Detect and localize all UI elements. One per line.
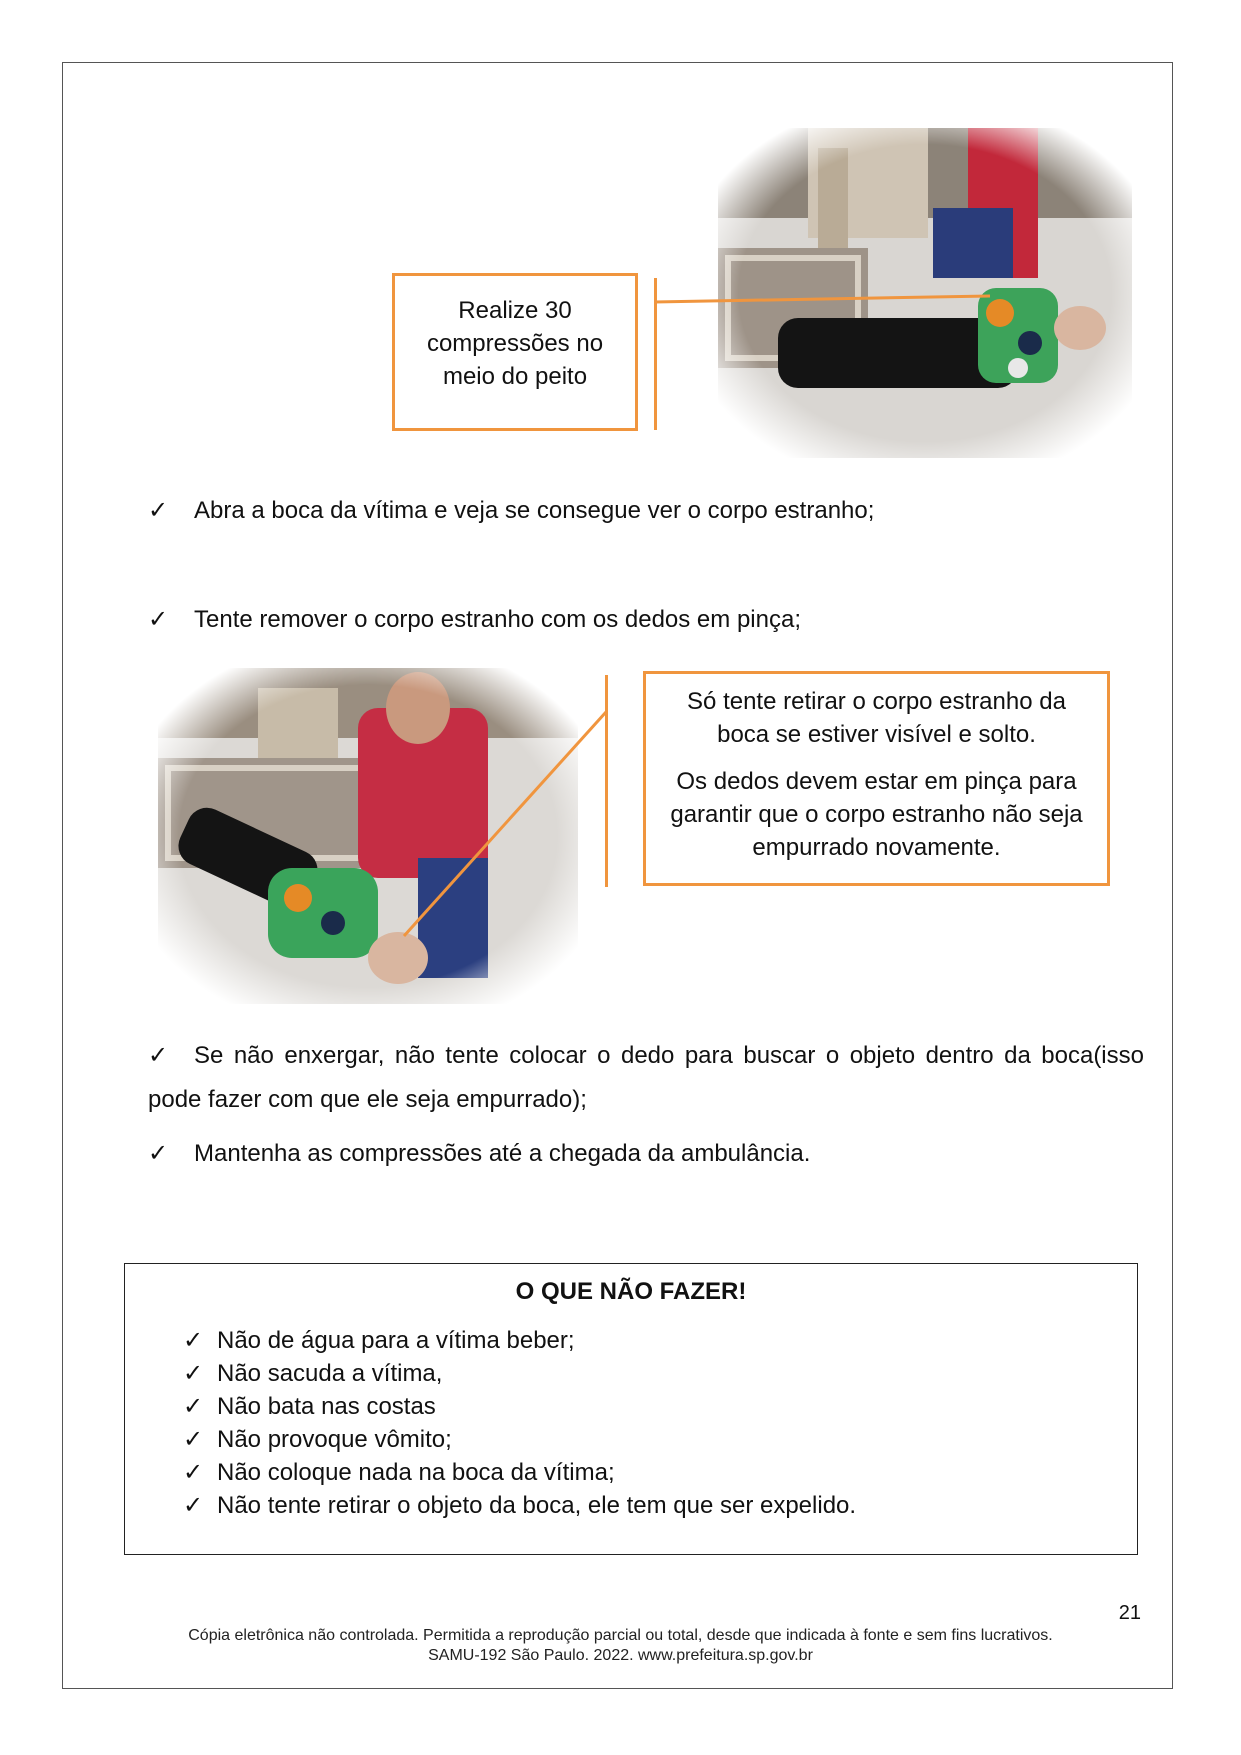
list-item: [183, 1390, 856, 1423]
dont-do-box: [124, 1263, 1138, 1555]
callout-line-2: compressões no: [426, 330, 604, 357]
check-icon: ✓: [183, 1360, 204, 1387]
callout-compressions: [392, 273, 638, 431]
dont-item-text: Não sacuda a vítima,: [217, 1360, 443, 1387]
bullet-text: Mantenha as compressões até a chegada da ambulância.: [194, 1140, 811, 1167]
list-item: [183, 1324, 856, 1357]
check-icon: ✓: [148, 1140, 169, 1167]
dont-do-title: O QUE NÃO FAZER!: [515, 1278, 747, 1305]
check-icon: ✓: [148, 1042, 169, 1069]
footer-line-2: SAMU-192 São Paulo. 2022. www.prefeitura.sp.gov.br: [428, 1647, 813, 1664]
check-icon: ✓: [183, 1327, 204, 1354]
check-icon: ✓: [148, 497, 169, 524]
callout-connector-line: [654, 290, 994, 310]
list-item: [183, 1357, 856, 1390]
list-item: [148, 1034, 1144, 1122]
list-item: [148, 1132, 810, 1176]
page-number: 21: [1118, 1602, 1141, 1624]
check-icon: ✓: [183, 1393, 204, 1420]
dont-do-list: [183, 1324, 856, 1522]
list-item: [183, 1489, 856, 1522]
dont-item-text: Não bata nas costas: [217, 1393, 436, 1420]
list-item: [148, 489, 874, 533]
dont-item-text: Não provoque vômito;: [217, 1426, 452, 1453]
callout-line-1: Realize 30: [458, 297, 572, 324]
list-item: [183, 1423, 856, 1456]
callout-finger-sweep: [643, 671, 1110, 886]
dont-item-text: Não de água para a vítima beber;: [217, 1327, 575, 1354]
check-icon: ✓: [183, 1459, 204, 1486]
bullet-text: Abra a boca da vítima e veja se consegue ver o corpo estranho;: [194, 497, 875, 524]
footer-line-1: Cópia eletrônica não controlada. Permitida a reprodução parcial ou total, desde que indicada à fonte e sem fins lucrativos.: [188, 1627, 1053, 1644]
check-icon: ✓: [148, 606, 169, 633]
bullet-text: Tente remover o corpo estranho com os dedos em pinça;: [194, 606, 801, 633]
callout-connector-line: [400, 710, 610, 940]
callout-paragraph-2: Os dedos devem estar em pinça para garantir que o corpo estranho não seja empurrado novamente.: [670, 768, 1083, 861]
list-item: [148, 598, 801, 642]
check-icon: ✓: [183, 1426, 204, 1453]
bullet-text: Se não enxergar, não tente colocar o dedo para buscar o objeto dentro da boca(isso pode fazer com que ele seja empurrado);: [148, 1042, 1144, 1113]
callout-line-3: meio do peito: [442, 363, 588, 390]
list-item: [183, 1456, 856, 1489]
dont-item-text: Não tente retirar o objeto da boca, ele tem que ser expelido.: [217, 1492, 857, 1519]
check-icon: ✓: [183, 1492, 204, 1519]
dont-item-text: Não coloque nada na boca da vítima;: [217, 1459, 615, 1486]
callout-paragraph-1: Só tente retirar o corpo estranho da boca se estiver visível e solto.: [687, 688, 1066, 748]
